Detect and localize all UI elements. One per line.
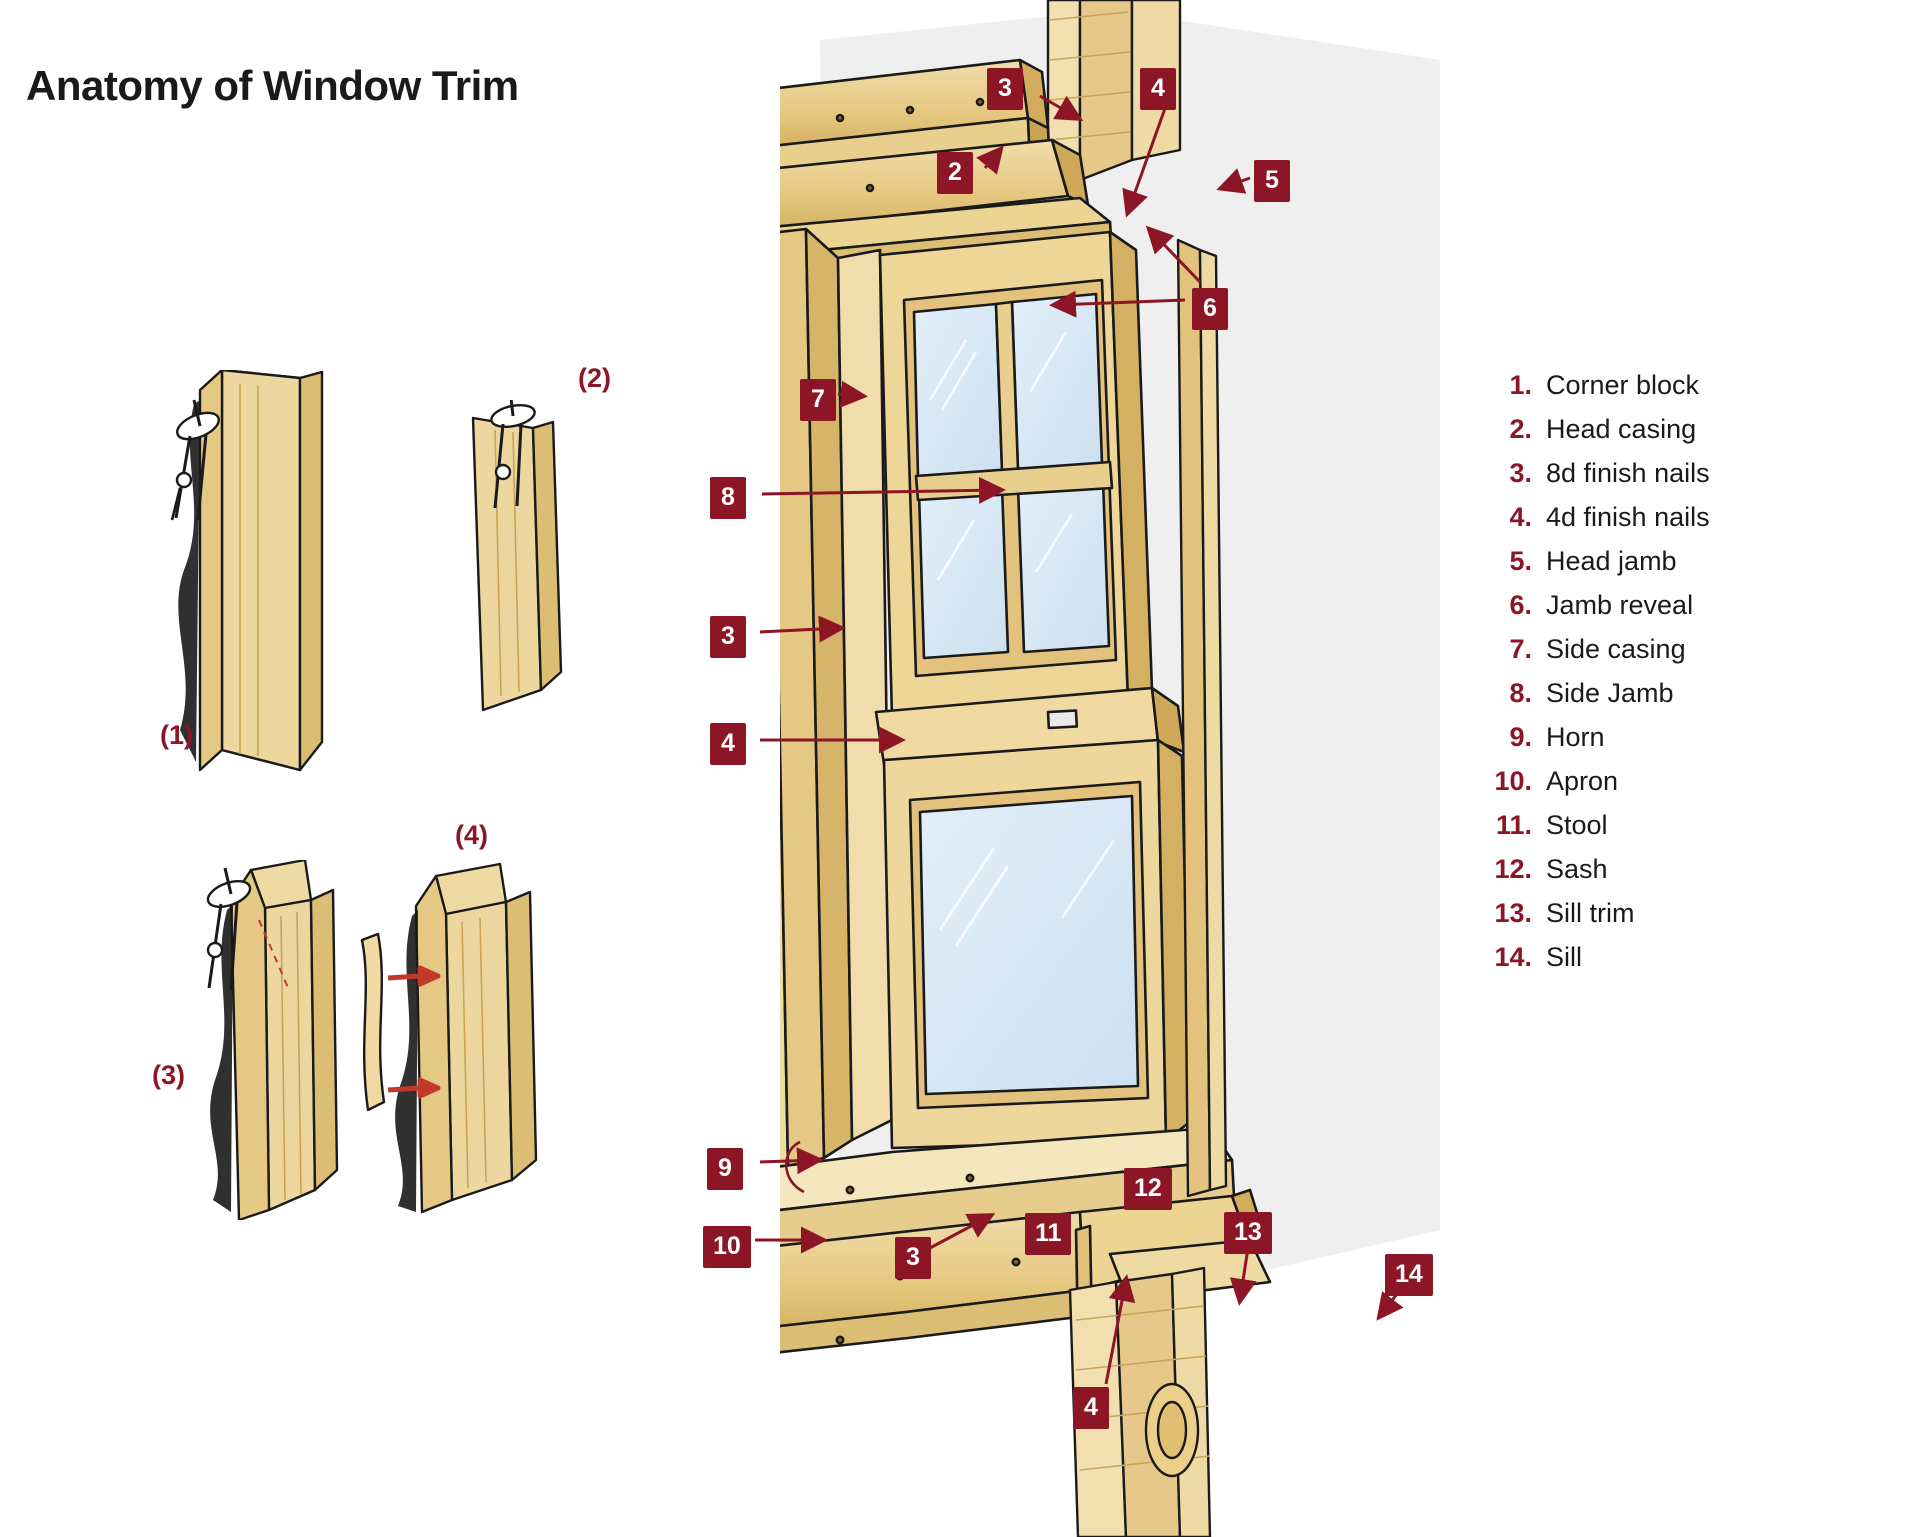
callout-number-badge: 10 xyxy=(703,1226,751,1268)
legend-item-number: 14. xyxy=(1494,942,1532,972)
legend-item xyxy=(1480,678,1880,709)
legend-item-label: Apron xyxy=(1546,766,1619,796)
step-label: (4) xyxy=(455,820,488,850)
callout-number-badge: 12 xyxy=(1124,1168,1172,1210)
legend-item-number: 4. xyxy=(1509,502,1532,532)
legend-item xyxy=(1480,722,1880,753)
legend-item xyxy=(1480,766,1880,797)
legend-item-label: Side casing xyxy=(1546,634,1686,664)
legend-item-label: Sill trim xyxy=(1546,898,1635,928)
legend-item-number: 11. xyxy=(1495,810,1532,840)
legend-item xyxy=(1480,370,1880,401)
callout-number-badge: 4 xyxy=(710,723,746,765)
detail-step-4-illustration xyxy=(350,830,620,1220)
legend-list xyxy=(1480,370,1880,986)
legend-item-number: 1. xyxy=(1509,370,1532,400)
detail-step-2-illustration xyxy=(455,400,645,730)
legend-item-label: Sash xyxy=(1546,854,1608,884)
legend-item xyxy=(1480,634,1880,665)
callout-number-badge: 6 xyxy=(1192,288,1228,330)
legend-item xyxy=(1480,546,1880,577)
legend-item xyxy=(1480,898,1880,929)
legend-item xyxy=(1480,414,1880,445)
legend-item xyxy=(1480,590,1880,621)
legend-item-number: 13. xyxy=(1494,898,1532,928)
legend-item xyxy=(1480,502,1880,533)
legend-item-label: Side Jamb xyxy=(1546,678,1674,708)
callout-number-badge: 5 xyxy=(1254,160,1290,202)
legend-item-label: Horn xyxy=(1546,722,1605,752)
callout-number-badge: 9 xyxy=(707,1148,743,1190)
step-label: (2) xyxy=(578,363,611,393)
callout-number-badge: 14 xyxy=(1385,1254,1433,1296)
page-title: Anatomy of Window Trim xyxy=(26,62,519,109)
callout-number-badge: 3 xyxy=(710,616,746,658)
legend-item-number: 3. xyxy=(1509,458,1532,488)
legend-item-number: 5. xyxy=(1509,546,1532,576)
legend-item-number: 6. xyxy=(1509,590,1532,620)
callout-number-badge: 7 xyxy=(800,379,836,421)
legend-item-number: 9. xyxy=(1509,722,1532,752)
callout-number-badge: 4 xyxy=(1140,68,1176,110)
callout-number-badge: 11 xyxy=(1025,1213,1071,1255)
step-label: (1) xyxy=(160,720,193,750)
callout-number-badge: 3 xyxy=(987,68,1023,110)
legend-item-label: 8d finish nails xyxy=(1546,458,1710,488)
legend-item xyxy=(1480,810,1880,841)
legend-item-label: 4d finish nails xyxy=(1546,502,1710,532)
callout-number-badge: 3 xyxy=(895,1237,931,1279)
legend-item xyxy=(1480,458,1880,489)
callout-number-badge: 8 xyxy=(710,477,746,519)
legend-item xyxy=(1480,854,1880,885)
legend-item-number: 8. xyxy=(1509,678,1532,708)
legend-item-label: Stool xyxy=(1546,810,1608,840)
legend-item-label: Jamb reveal xyxy=(1546,590,1694,620)
callout-number-badge: 13 xyxy=(1224,1212,1272,1254)
callout-number-badge: 2 xyxy=(937,152,973,194)
legend-item-number: 7. xyxy=(1509,634,1532,664)
legend-item xyxy=(1480,942,1880,973)
legend-item-label: Head casing xyxy=(1546,414,1697,444)
legend-item-label: Sill xyxy=(1546,942,1583,972)
callout-number-badge: 4 xyxy=(1073,1387,1109,1429)
legend-item-number: 2. xyxy=(1509,414,1532,444)
legend-item-label: Corner block xyxy=(1546,370,1700,400)
legend-item-number: 12. xyxy=(1494,854,1532,884)
legend-item-label: Head jamb xyxy=(1546,546,1677,576)
legend-item-number: 10. xyxy=(1494,766,1532,796)
window-trim-illustration xyxy=(780,0,1500,1537)
step-label: (3) xyxy=(152,1060,185,1090)
